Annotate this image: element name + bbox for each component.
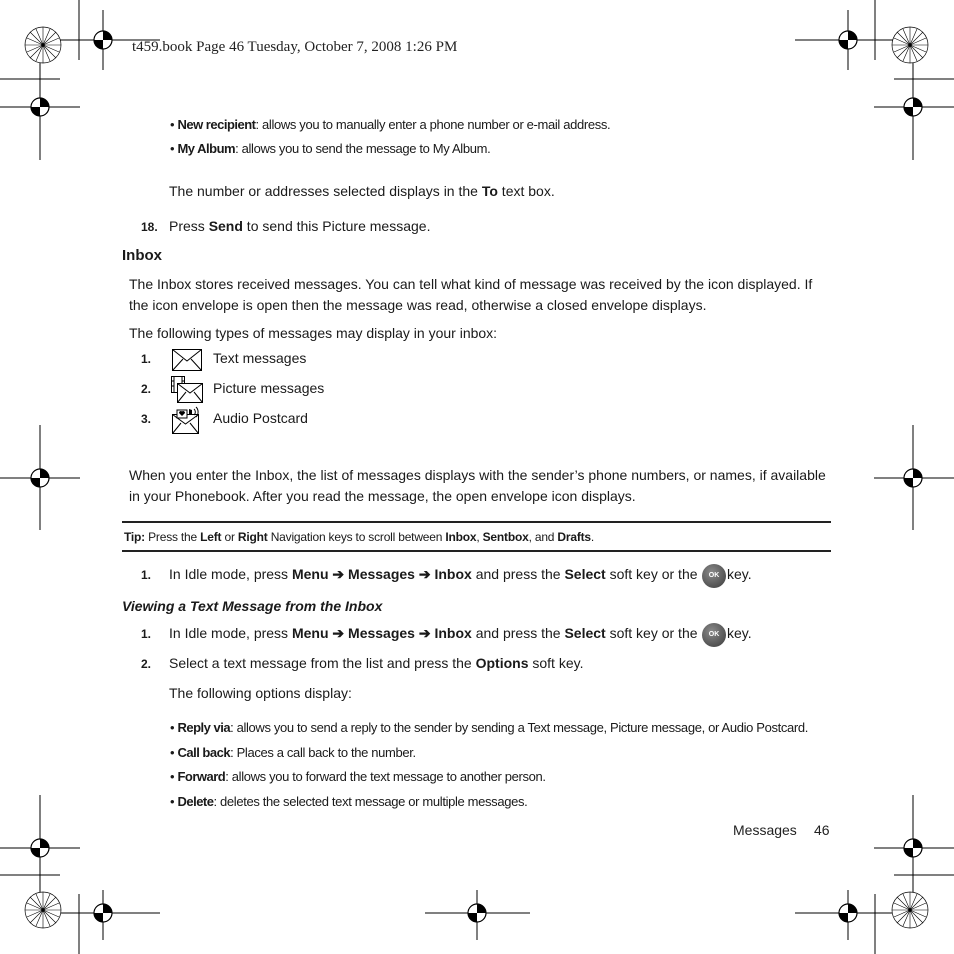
bullet-new-recipient: • New recipient: allows you to manually enter a phone number or e-mail address. <box>170 117 611 132</box>
step-number: 18. <box>141 220 158 234</box>
viewing-step-2-text <box>169 655 583 671</box>
section-title-inbox: Inbox <box>122 247 162 264</box>
type-label: Picture messages <box>213 380 325 396</box>
tip-text <box>124 530 594 544</box>
step-number: 2. <box>141 657 152 671</box>
key-word: key. <box>727 625 752 641</box>
footer-section: Messages <box>733 822 797 838</box>
page-number: 46 <box>814 822 830 838</box>
text: text box. <box>497 183 555 199</box>
option-term: Delete <box>177 794 214 809</box>
bullet-desc: : allows you to manually enter a phone number or e-mail address. <box>255 117 611 132</box>
arrow: ➔ <box>414 566 435 582</box>
audio-postcard-icon <box>171 406 201 434</box>
to-note <box>169 183 555 199</box>
text: or <box>221 530 238 544</box>
text: , <box>476 530 483 544</box>
text: soft key or the <box>605 625 698 641</box>
text-bold: Left <box>200 530 222 544</box>
type-label: Text messages <box>213 350 307 366</box>
ok-key-label: OK <box>702 623 726 647</box>
text: Press <box>169 218 209 234</box>
step-number: 1. <box>141 568 152 582</box>
text: , and <box>528 530 558 544</box>
text: Navigation keys to scroll between <box>267 530 446 544</box>
text-bold: To <box>481 183 498 199</box>
bullet-term: New recipient <box>177 117 256 132</box>
text-bold: Inbox <box>445 530 477 544</box>
text: soft key or the <box>605 566 698 582</box>
ok-key-icon <box>702 564 726 588</box>
text-bold: Send <box>208 218 243 234</box>
option-term: Call back <box>177 745 231 760</box>
inbox-step-1-text <box>169 566 698 583</box>
arrow: ➔ <box>328 566 349 582</box>
text-bold: Right <box>237 530 268 544</box>
print-header: t459.book Page 46 Tuesday, October 7, 2008 1:26 PM <box>132 39 458 55</box>
text-bold: Messages <box>348 625 415 641</box>
option-reply-via: • Reply via: allows you to send a reply to the sender by sending a Text message, Picture message, or Audio Postcard. <box>170 720 809 735</box>
option-forward: • Forward: allows you to forward the text message to another person. <box>170 769 546 784</box>
text: soft key. <box>528 655 584 671</box>
bullet-desc: : allows you to send the message to My Album. <box>235 141 491 156</box>
text-bold: Inbox <box>434 625 472 641</box>
step-18-text <box>169 218 430 234</box>
option-desc: : allows you to send a reply to the sender by sending a Text message, Picture message, or Audio Postcard. <box>230 720 809 735</box>
text: Press the <box>144 530 201 544</box>
text: The number or addresses selected displays in the <box>169 183 482 199</box>
option-desc: : Places a call back to the number. <box>230 745 416 760</box>
bullet-my-album: • My Album: allows you to send the message to My Album. <box>170 141 491 156</box>
text-bold: Inbox <box>434 566 472 582</box>
text-bold: Menu <box>291 566 329 582</box>
text-bold: Select <box>564 566 606 582</box>
text-bold: Options <box>475 655 529 671</box>
inbox-paragraph-1: The Inbox stores received messages. You can tell what kind of message was received by the icon displayed. If the icon envelope is open then the message was read, otherwise a closed envelope displays. <box>129 276 813 313</box>
bullet-term: My Album <box>177 141 236 156</box>
type-number: 2. <box>141 382 152 396</box>
text: and press the <box>471 566 565 582</box>
section-title-viewing: Viewing a Text Message from the Inbox <box>122 598 383 614</box>
text: to send this Picture message. <box>242 218 431 234</box>
option-desc: : deletes the selected text message or multiple messages. <box>213 794 528 809</box>
inbox-paragraph-2: The following types of messages may display in your inbox: <box>129 325 498 341</box>
option-call-back: • Call back: Places a call back to the number. <box>170 745 416 760</box>
text: . <box>590 530 595 544</box>
options-intro: The following options display: <box>169 685 352 701</box>
picture-message-icon <box>171 376 203 404</box>
option-delete: • Delete: deletes the selected text message or multiple messages. <box>170 794 528 809</box>
tip-label: Tip: <box>124 530 145 544</box>
text-bold: Sentbox <box>482 530 529 544</box>
text-bold: Drafts <box>557 530 591 544</box>
option-desc: : allows you to forward the text message to another person. <box>225 769 546 784</box>
type-number: 1. <box>141 352 152 366</box>
type-label: Audio Postcard <box>213 410 308 426</box>
text: and press the <box>471 625 565 641</box>
arrow: ➔ <box>414 625 435 641</box>
envelope-icon <box>172 349 202 371</box>
type-number: 3. <box>141 412 152 426</box>
viewing-step-1-text <box>169 625 698 642</box>
ok-key-label: OK <box>702 564 726 588</box>
key-word: key. <box>727 566 752 582</box>
text: Select a text message from the list and press the <box>169 655 476 671</box>
ok-key-icon <box>702 623 726 647</box>
text-bold: Select <box>564 625 606 641</box>
inbox-paragraph-3: When you enter the Inbox, the list of messages displays with the sender’s phone numbers, or names, if available in your Phonebook. After you read the message, the open envelope icon displays. <box>129 467 826 504</box>
arrow: ➔ <box>328 625 349 641</box>
text-bold: Menu <box>291 625 329 641</box>
text: In Idle mode, press <box>169 566 292 582</box>
text: In Idle mode, press <box>169 625 292 641</box>
text-bold: Messages <box>348 566 415 582</box>
option-term: Reply via <box>177 720 231 735</box>
option-term: Forward <box>177 769 226 784</box>
step-number: 1. <box>141 627 152 641</box>
